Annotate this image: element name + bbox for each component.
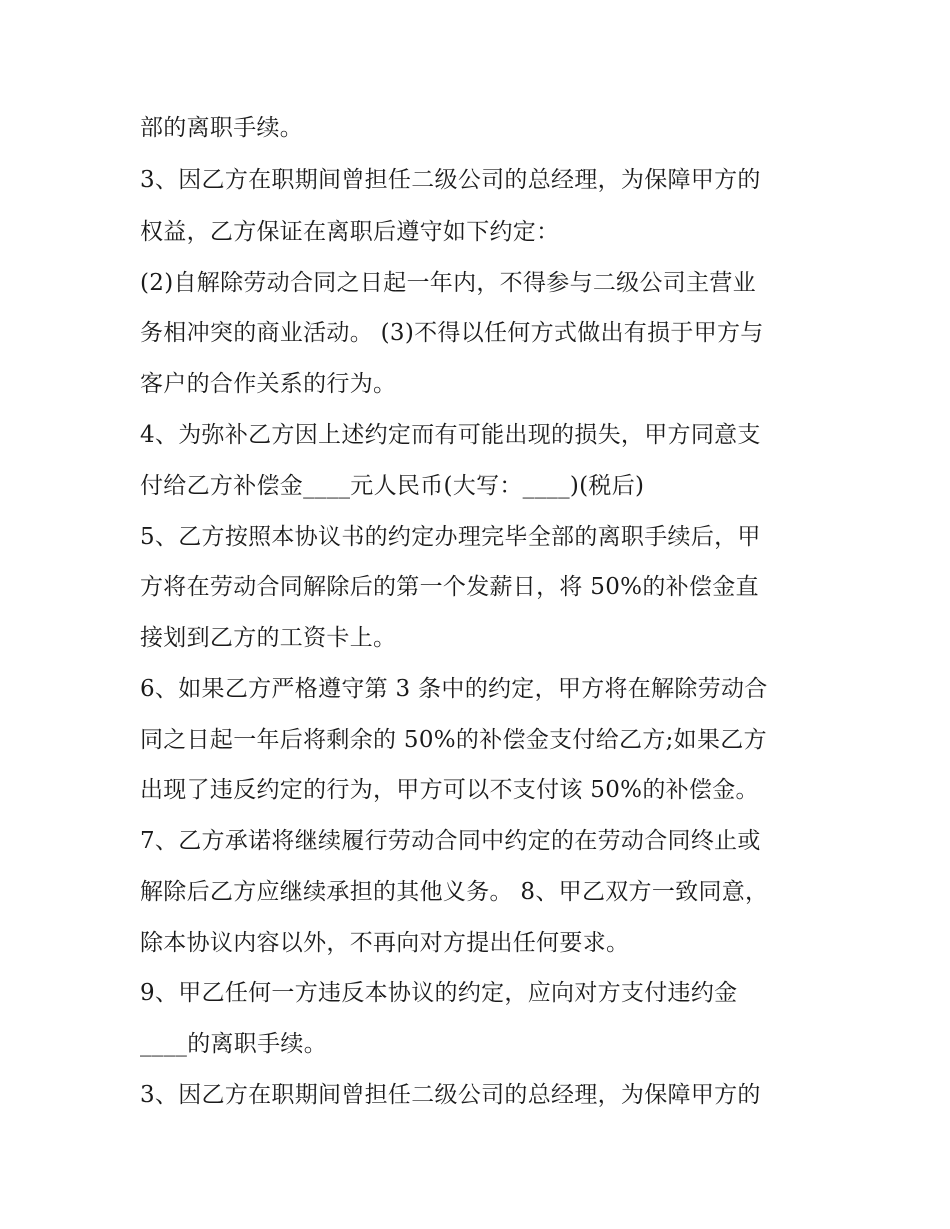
text-line: 部的离职手续。	[140, 115, 304, 141]
text-line: 解除后乙方应继续承担的其他义务。 8、甲乙双方一致同意，	[140, 879, 769, 905]
text-line: 5、乙方按照本协议书的约定办理完毕全部的离职手续后，甲	[140, 524, 761, 550]
text-line: 付给乙方补偿金____元人民币(大写：____)(税后)	[140, 473, 645, 499]
text-line: 客户的合作关系的行为。	[140, 371, 397, 397]
text-line: ____的离职手续。	[140, 1031, 327, 1057]
text-line: 同之日起一年后将剩余的 50%的补偿金支付给乙方;如果乙方	[140, 727, 767, 753]
text-line: 4、为弥补乙方因上述约定而有可能出现的损失，甲方同意支	[140, 422, 761, 448]
text-line: 6、如果乙方严格遵守第 3 条中的约定，甲方将在解除劳动合	[140, 676, 768, 702]
text-line: (2)自解除劳动合同之日起一年内，不得参与二级公司主营业	[140, 270, 756, 296]
text-line: 7、乙方承诺将继续履行劳动合同中约定的在劳动合同终止或	[140, 828, 761, 854]
text-line: 9、甲乙任何一方违反本协议的约定，应向对方支付违约金	[140, 980, 738, 1006]
text-line: 务相冲突的商业活动。 (3)不得以任何方式做出有损于甲方与	[140, 320, 764, 346]
text-line: 3、因乙方在职期间曾担任二级公司的总经理，为保障甲方的	[140, 1082, 761, 1108]
text-line: 3、因乙方在职期间曾担任二级公司的总经理，为保障甲方的	[140, 167, 761, 193]
text-line: 方将在劳动合同解除后的第一个发薪日，将 50%的补偿金直	[140, 574, 759, 600]
text-line: 除本协议内容以外，不再向对方提出任何要求。	[140, 930, 630, 956]
text-line: 接划到乙方的工资卡上。	[140, 625, 397, 651]
text-line: 权益，乙方保证在离职后遵守如下约定：	[140, 219, 560, 245]
text-line: 出现了违反约定的行为，甲方可以不支付该 50%的补偿金。	[140, 777, 759, 803]
